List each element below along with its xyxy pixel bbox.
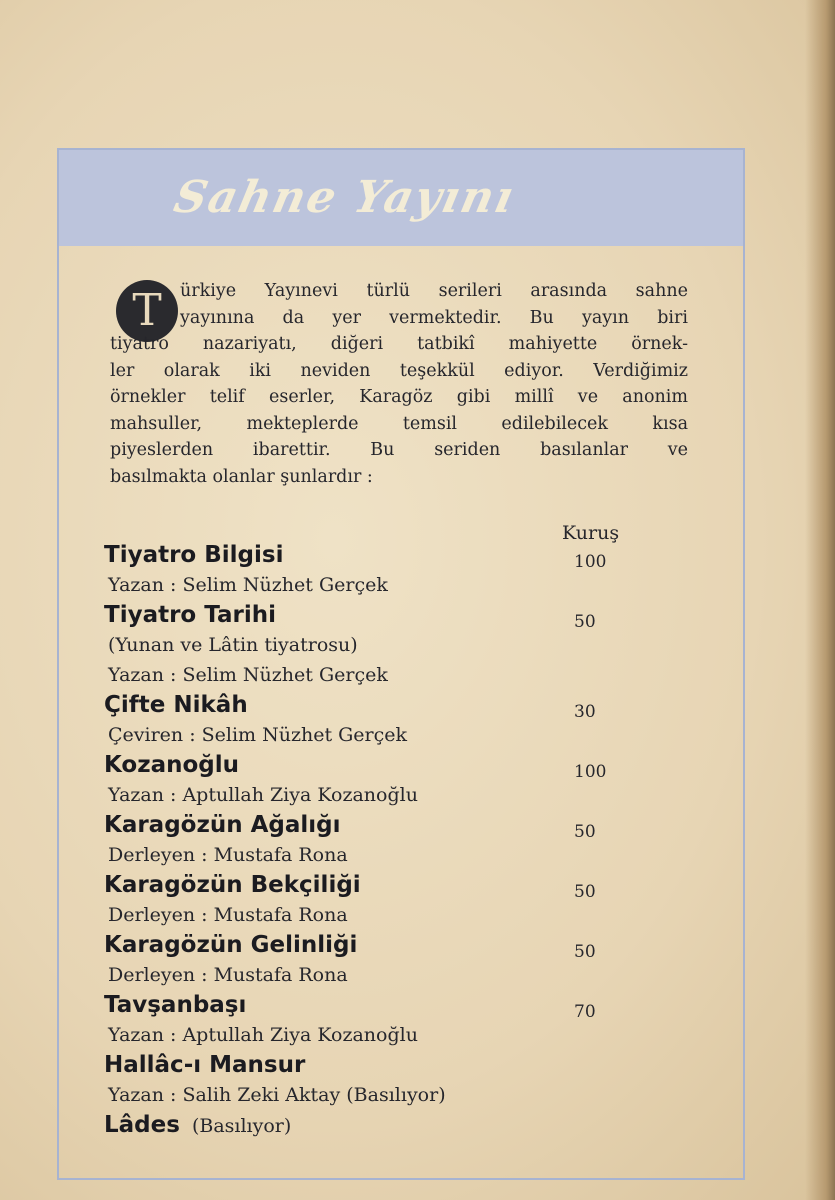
book-title: Hallâc-ı Mansur	[104, 1052, 306, 1078]
book-entry	[104, 600, 644, 690]
intro-line: piyeslerden ibarettir. Bu seriden basılanlar ve	[110, 440, 688, 460]
book-compiler: Derleyen : Mustafa Rona	[108, 844, 348, 866]
book-title: Tiyatro Bilgisi	[104, 542, 284, 568]
book-price: 50	[574, 942, 596, 962]
book-entry	[104, 750, 644, 810]
intro-line: tiyatro nazariyatı, diğeri tatbikî mahiyette örnek-	[110, 334, 688, 354]
book-title: Karagözün Bekçiliği	[104, 872, 361, 898]
book-title: Lâdes	[104, 1112, 180, 1138]
book-entry	[104, 1110, 644, 1141]
book-compiler: Derleyen : Mustafa Rona	[108, 964, 348, 986]
book-price: 70	[574, 1002, 596, 1022]
book-title: Çifte Nikâh	[104, 692, 248, 718]
intro-paragraph	[110, 278, 688, 490]
book-entry	[104, 690, 644, 750]
page-edge	[805, 0, 835, 1200]
book-author: Yazan : Selim Nüzhet Gerçek	[108, 664, 388, 686]
book-subtitle: (Yunan ve Lâtin tiyatrosu)	[108, 634, 358, 656]
book-title: Tavşanbaşı	[104, 992, 247, 1018]
intro-line: basılmakta olanlar şunlardır :	[110, 466, 373, 487]
intro-line: yayınına da yer vermektedir. Bu yayın biri	[180, 307, 688, 328]
book-status: (Basılıyor)	[191, 1115, 292, 1137]
book-price: 100	[574, 552, 607, 572]
intro-line: ler olarak iki neviden teşekkül ediyor. Verdiğimiz	[110, 360, 688, 381]
book-translator: Çeviren : Selim Nüzhet Gerçek	[108, 724, 408, 746]
book-title: Karagözün Gelinliği	[104, 932, 358, 958]
book-title: Kozanoğlu	[104, 752, 240, 778]
intro-line: mahsuller, mekteplerde temsil edilebilecek kısa	[110, 413, 688, 434]
book-title: Karagözün Ağalığı	[104, 812, 341, 838]
drop-cap: T	[116, 280, 178, 342]
book-compiler: Derleyen : Mustafa Rona	[108, 904, 348, 926]
book-entry	[104, 810, 644, 870]
book-price: 50	[574, 612, 596, 632]
book-entry	[104, 1050, 644, 1110]
book-author: Yazan : Aptullah Ziya Kozanoğlu	[108, 784, 418, 806]
intro-line: ürkiye Yayınevi türlü serileri arasında sahne	[180, 281, 688, 301]
book-price: 50	[574, 822, 596, 842]
book-title: Tiyatro Tarihi	[104, 602, 276, 628]
book-price: 100	[574, 762, 607, 782]
intro-line: örnekler telif eserler, Karagöz gibi millî ve anonim	[110, 387, 688, 407]
price-column-header: Kuruş	[562, 522, 620, 544]
book-entry	[104, 540, 644, 600]
book-entry	[104, 990, 644, 1050]
banner-title: Sahne Yayını	[169, 172, 520, 223]
book-price: 30	[574, 702, 596, 722]
book-author: Yazan : Selim Nüzhet Gerçek	[108, 574, 388, 596]
book-entry	[104, 930, 644, 990]
book-title-row	[104, 1110, 644, 1141]
book-author: Yazan : Salih Zeki Aktay (Basılıyor)	[108, 1084, 446, 1106]
book-list	[104, 540, 644, 1141]
book-entry	[104, 870, 644, 930]
book-price: 50	[574, 882, 596, 902]
book-author: Yazan : Aptullah Ziya Kozanoğlu	[108, 1024, 418, 1046]
